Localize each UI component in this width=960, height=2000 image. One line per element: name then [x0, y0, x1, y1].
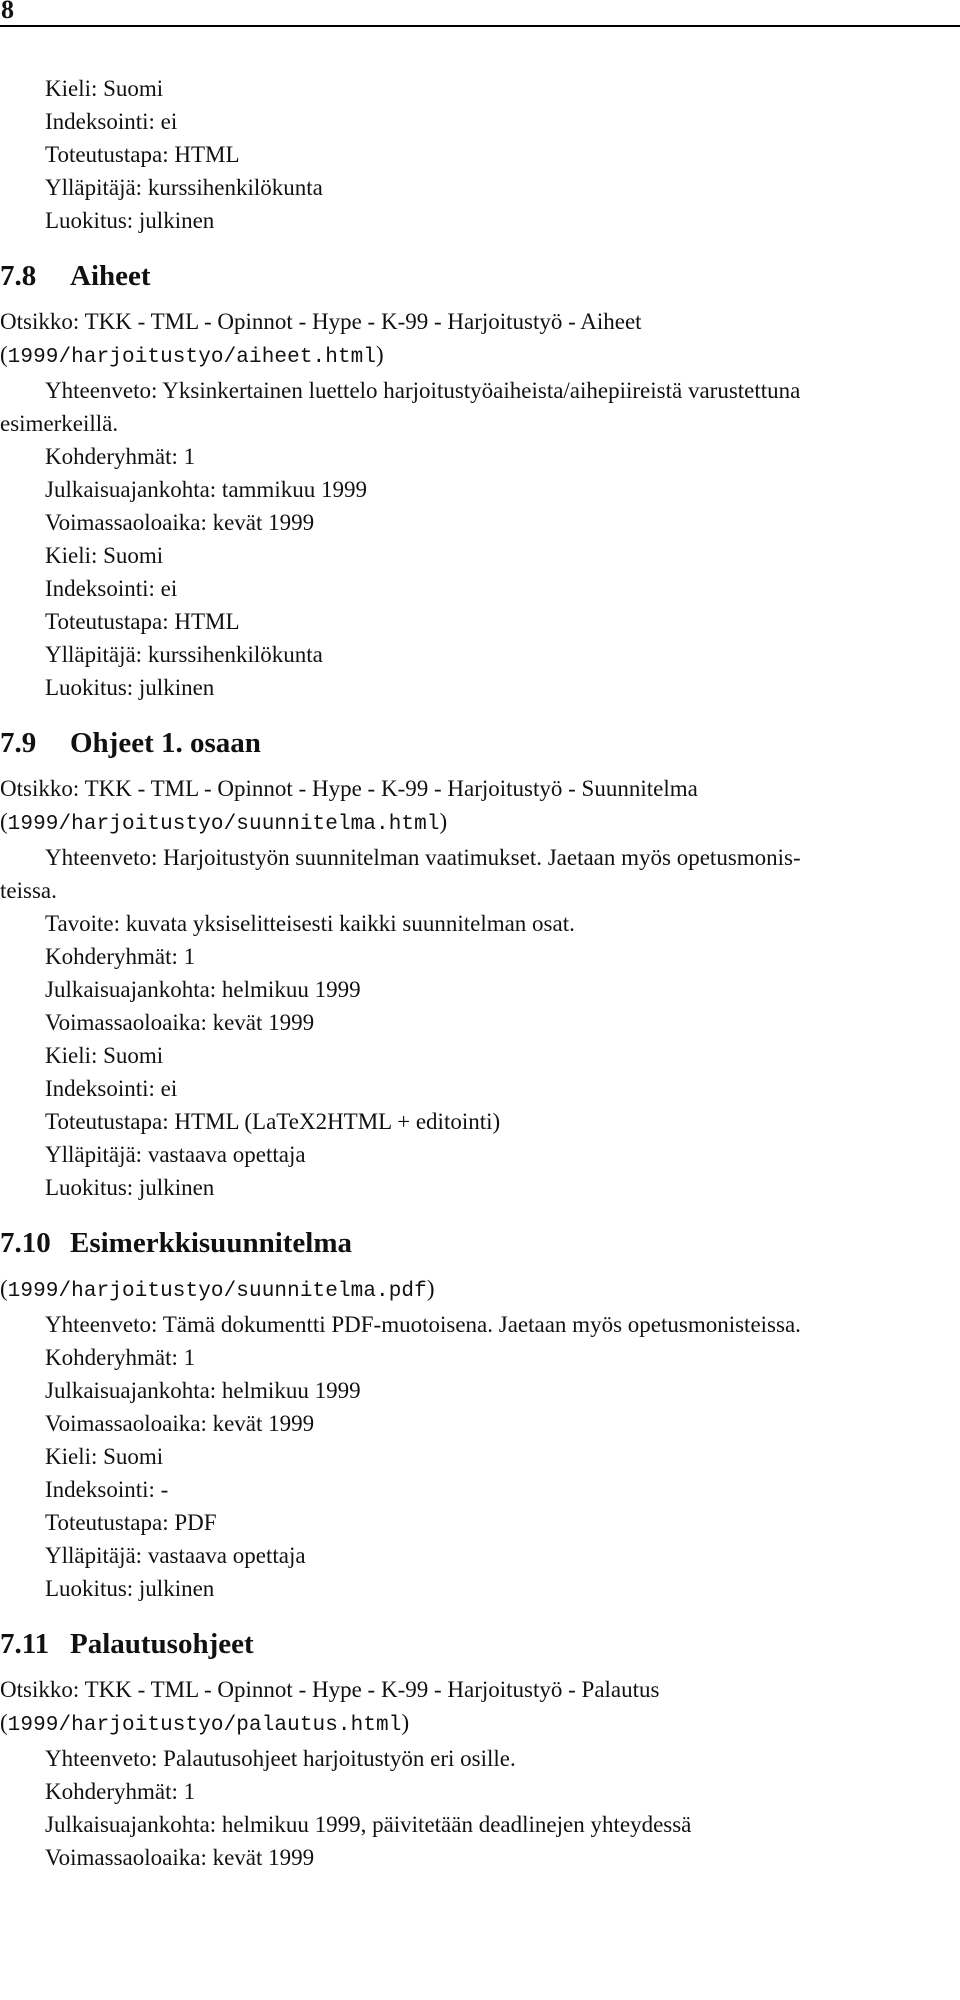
- validity-line: Voimassaoloaika: kevät 1999: [45, 510, 315, 535]
- header-rule: [0, 25, 960, 27]
- implementation-line: Toteutustapa: HTML: [45, 142, 240, 167]
- indexing-line: Indeksointi: ei: [45, 109, 178, 134]
- section-number: 7.10: [0, 1227, 51, 1259]
- summary-line: Yhteenveto: Yksinkertainen luettelo harjoitustyöaiheista/aihepiireistä varustettuna: [45, 378, 801, 403]
- intro-metadata: [0, 72, 960, 237]
- target-groups-line: Kohderyhmät: 1: [45, 444, 196, 469]
- file-path: 1999/harjoitustyo/palautus.html: [7, 1714, 402, 1737]
- path-open: (: [0, 1276, 8, 1301]
- summary-line: Yhteenveto: Harjoitustyön suunnitelman vaatimukset. Jaetaan myös opetusmonis-: [45, 845, 801, 870]
- section-heading: Ohjeet 1. osaan: [70, 727, 261, 759]
- path-line: [0, 805, 960, 841]
- path-line: [0, 1272, 960, 1308]
- summary-line: Yhteenveto: Palautusohjeet harjoitustyön eri osille.: [45, 1746, 516, 1771]
- file-path: 1999/harjoitustyo/aiheet.html: [7, 346, 377, 369]
- summary-line: Yhteenveto: Tämä dokumentti PDF-muotoisena. Jaetaan myös opetusmonisteissa.: [45, 1312, 801, 1337]
- file-path: 1999/harjoitustyo/suunnitelma.pdf: [7, 1280, 427, 1303]
- section-title-ohjeet: [0, 726, 960, 760]
- section-title-palautusohjeet: [0, 1627, 960, 1661]
- document-body: [0, 72, 960, 1874]
- title-line: Otsikko: TKK - TML - Opinnot - Hype - K-99 - Harjoitustyö - Palautus: [0, 1677, 660, 1702]
- title-line: Otsikko: TKK - TML - Opinnot - Hype - K-99 - Harjoitustyö - Aiheet: [0, 309, 642, 334]
- validity-line: Voimassaoloaika: kevät 1999: [45, 1845, 315, 1870]
- language-line: Kieli: Suomi: [45, 76, 164, 101]
- metadata-list: [0, 440, 960, 704]
- path-line: [0, 1706, 960, 1742]
- maintainer-line: Ylläpitäjä: vastaava opettaja: [45, 1142, 306, 1167]
- path-close: ): [401, 1710, 410, 1735]
- maintainer-line: Ylläpitäjä: kurssihenkilökunta: [45, 175, 323, 200]
- section-aiheet-body: [0, 305, 960, 704]
- publication-date-line: Julkaisuajankohta: helmikuu 1999, päivitetään deadlinejen yhteydessä: [45, 1812, 692, 1837]
- metadata-list: [0, 907, 960, 1204]
- title-line: Otsikko: TKK - TML - Opinnot - Hype - K-99 - Harjoitustyö - Suunnitelma: [0, 776, 698, 801]
- file-path: 1999/harjoitustyo/suunnitelma.html: [7, 813, 440, 836]
- section-ohjeet-body: [0, 772, 960, 1204]
- section-esimerkkisuunnitelma-body: [0, 1272, 960, 1605]
- section-palautusohjeet-body: [0, 1673, 960, 1874]
- path-open: (: [0, 1710, 8, 1735]
- indexing-line: Indeksointi: -: [45, 1477, 169, 1502]
- section-title-esimerkkisuunnitelma: [0, 1226, 960, 1260]
- validity-line: Voimassaoloaika: kevät 1999: [45, 1010, 315, 1035]
- indexing-line: Indeksointi: ei: [45, 1076, 178, 1101]
- path-open: (: [0, 809, 8, 834]
- target-groups-line: Kohderyhmät: 1: [45, 944, 196, 969]
- language-line: Kieli: Suomi: [45, 543, 164, 568]
- language-line: Kieli: Suomi: [45, 1043, 164, 1068]
- metadata-list: [0, 1742, 960, 1874]
- target-groups-line: Kohderyhmät: 1: [45, 1779, 196, 1804]
- section-heading: Palautusohjeet: [70, 1628, 254, 1660]
- classification-line: Luokitus: julkinen: [45, 208, 215, 233]
- implementation-line: Toteutustapa: HTML (LaTeX2HTML + editointi): [45, 1109, 501, 1134]
- section-number: 7.9: [0, 727, 37, 759]
- language-line: Kieli: Suomi: [45, 1444, 164, 1469]
- summary-line-continued: esimerkeillä.: [0, 411, 119, 436]
- section-title-aiheet: [0, 259, 960, 293]
- maintainer-line: Ylläpitäjä: kurssihenkilökunta: [45, 642, 323, 667]
- target-groups-line: Kohderyhmät: 1: [45, 1345, 196, 1370]
- page-number: 8: [1, 0, 14, 24]
- indexing-line: Indeksointi: ei: [45, 576, 178, 601]
- publication-date-line: Julkaisuajankohta: helmikuu 1999: [45, 1378, 361, 1403]
- summary-line-continued: teissa.: [0, 878, 57, 903]
- classification-line: Luokitus: julkinen: [45, 1576, 215, 1601]
- path-open: (: [0, 342, 8, 367]
- classification-line: Luokitus: julkinen: [45, 1175, 215, 1200]
- publication-date-line: Julkaisuajankohta: helmikuu 1999: [45, 977, 361, 1002]
- validity-line: Voimassaoloaika: kevät 1999: [45, 1411, 315, 1436]
- goal-line: Tavoite: kuvata yksiselitteisesti kaikki suunnitelman osat.: [45, 911, 575, 936]
- path-line: [0, 338, 960, 374]
- path-close: ): [376, 342, 384, 367]
- section-number: 7.8: [0, 260, 37, 292]
- classification-line: Luokitus: julkinen: [45, 675, 215, 700]
- maintainer-line: Ylläpitäjä: vastaava opettaja: [45, 1543, 306, 1568]
- path-close: ): [426, 1276, 435, 1301]
- implementation-line: Toteutustapa: PDF: [45, 1510, 217, 1535]
- section-heading: Aiheet: [70, 260, 151, 292]
- implementation-line: Toteutustapa: HTML: [45, 609, 240, 634]
- section-number: 7.11: [0, 1628, 50, 1660]
- metadata-list: [0, 1308, 960, 1605]
- section-heading: Esimerkkisuunnitelma: [70, 1227, 352, 1259]
- publication-date-line: Julkaisuajankohta: tammikuu 1999: [45, 477, 367, 502]
- path-close: ): [439, 809, 448, 834]
